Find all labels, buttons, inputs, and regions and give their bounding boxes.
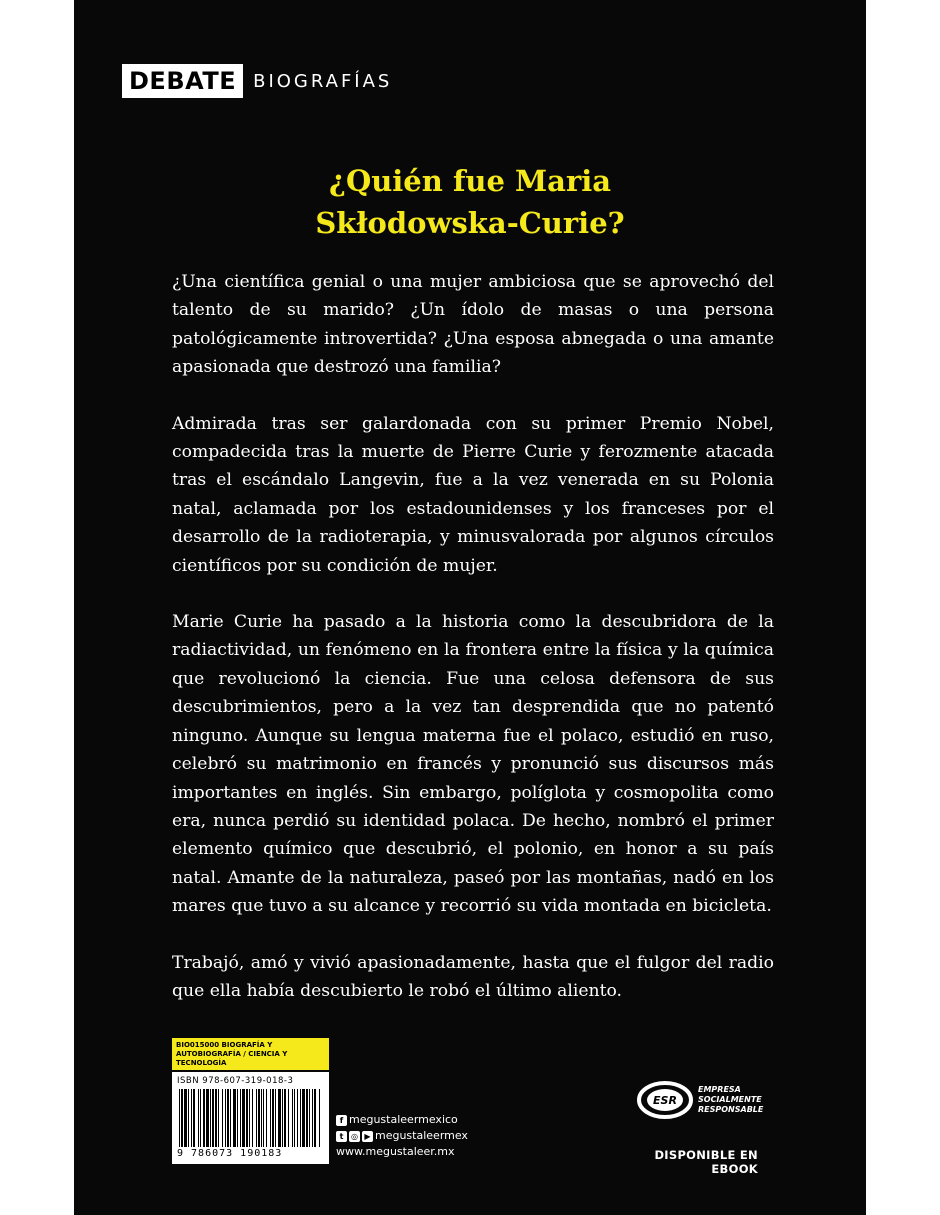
- synopsis-paragraph-1: ¿Una científica genial o una mujer ambiciosa que se aprovechó del talento de su marido? ¿Un ídolo de masas o una persona patológicamente introvertida? ¿Una esposa abnegada o una amante apasionada que destrozó una familia?: [172, 272, 774, 378]
- isbn-text: ISBN 978-607-319-018-3: [177, 1076, 294, 1086]
- title-line-2: Skłodowska-Curie?: [315, 206, 625, 240]
- esr-logo-text: ESR: [653, 1094, 677, 1107]
- barcode-number: 9 786073 190183: [177, 1148, 283, 1159]
- synopsis-paragraph-3: Marie Curie ha pasado a la historia como la descubridora de la radiactividad, un fenómeno en la frontera entre la física y la química que revolucionó la ciencia. Fue una celosa defensora de sus descubrimientos, pero a la vez tan desprendida que no patentó ninguno. Aunque su lengua materna fue el polaco, estudió en ruso, celebró su matrimonio en francés y pronunció sus discursos más importantes en inglés. Sin embargo, políglota y cosmopolita como era, nunca perdió su identidad polaca. De hecho, nombró el primer elemento químico que descubrió, el polonio, en honor a su país natal. Amante de la naturaleza, paseó por las montañas, nadó en los mares que tuvo a su alcance y recorrió su vida montada en bicicleta.: [172, 612, 774, 917]
- instagram-icon: ◎: [349, 1131, 360, 1142]
- esr-line-1: EMPRESA: [698, 1085, 741, 1094]
- publisher-logo: DEBATE: [122, 64, 243, 98]
- esr-label: [698, 1085, 763, 1115]
- facebook-icon: f: [336, 1115, 347, 1126]
- synopsis-paragraph-4: Trabajó, amó y vivió apasionadamente, hasta que el fulgor del radio que ella había descubierto le robó el último aliento.: [172, 952, 774, 1001]
- series-name: BIOGRAFÍAS: [253, 70, 393, 92]
- barcode-block: [172, 1038, 329, 1164]
- twitter-icon: t: [336, 1131, 347, 1142]
- barcode-icon: [177, 1089, 324, 1147]
- book-back-cover: [74, 0, 866, 1215]
- esr-line-3: RESPONSABLE: [698, 1105, 764, 1114]
- title-line-1: ¿Quién fue Maria: [328, 164, 612, 198]
- youtube-icon: ▶: [362, 1131, 373, 1142]
- esr-line-2: SOCIALMENTE: [698, 1095, 762, 1104]
- synopsis-paragraph-2: Admirada tras ser galardonada con su primer Premio Nobel, compadecida tras la muerte de Pierre Curie y ferozmente atacada tras el escándalo Langevin, fue a la vez venerada en su Polonia natal, aclamada por los estadounidenses y los franceses por el desarrollo de la radioterapia, y minusvalorada por algunos círculos científicos por su condición de mujer.: [172, 413, 774, 576]
- social-links: [336, 1112, 468, 1160]
- website-link[interactable]: www.megustaleer.mx: [336, 1145, 455, 1158]
- bisac-label: BIO015000 BIOGRAFÍA Y AUTOBIOGRAFÍA / CIENCIA Y TECNOLOGÍA: [172, 1038, 329, 1070]
- cover-title: [74, 160, 866, 244]
- facebook-handle: megustaleermexico: [349, 1113, 458, 1126]
- social-handle: megustaleermex: [375, 1129, 468, 1142]
- publisher-brand: [122, 63, 392, 99]
- social-row[interactable]: [336, 1128, 468, 1144]
- esr-badge: [636, 1080, 763, 1120]
- facebook-row[interactable]: [336, 1112, 468, 1128]
- esr-logo-icon: [636, 1080, 694, 1120]
- barcode-panel: [172, 1072, 329, 1164]
- ebook-availability: DISPONIBLE EN EBOOK: [654, 1148, 758, 1176]
- website-row[interactable]: [336, 1144, 468, 1160]
- synopsis: [172, 268, 774, 1033]
